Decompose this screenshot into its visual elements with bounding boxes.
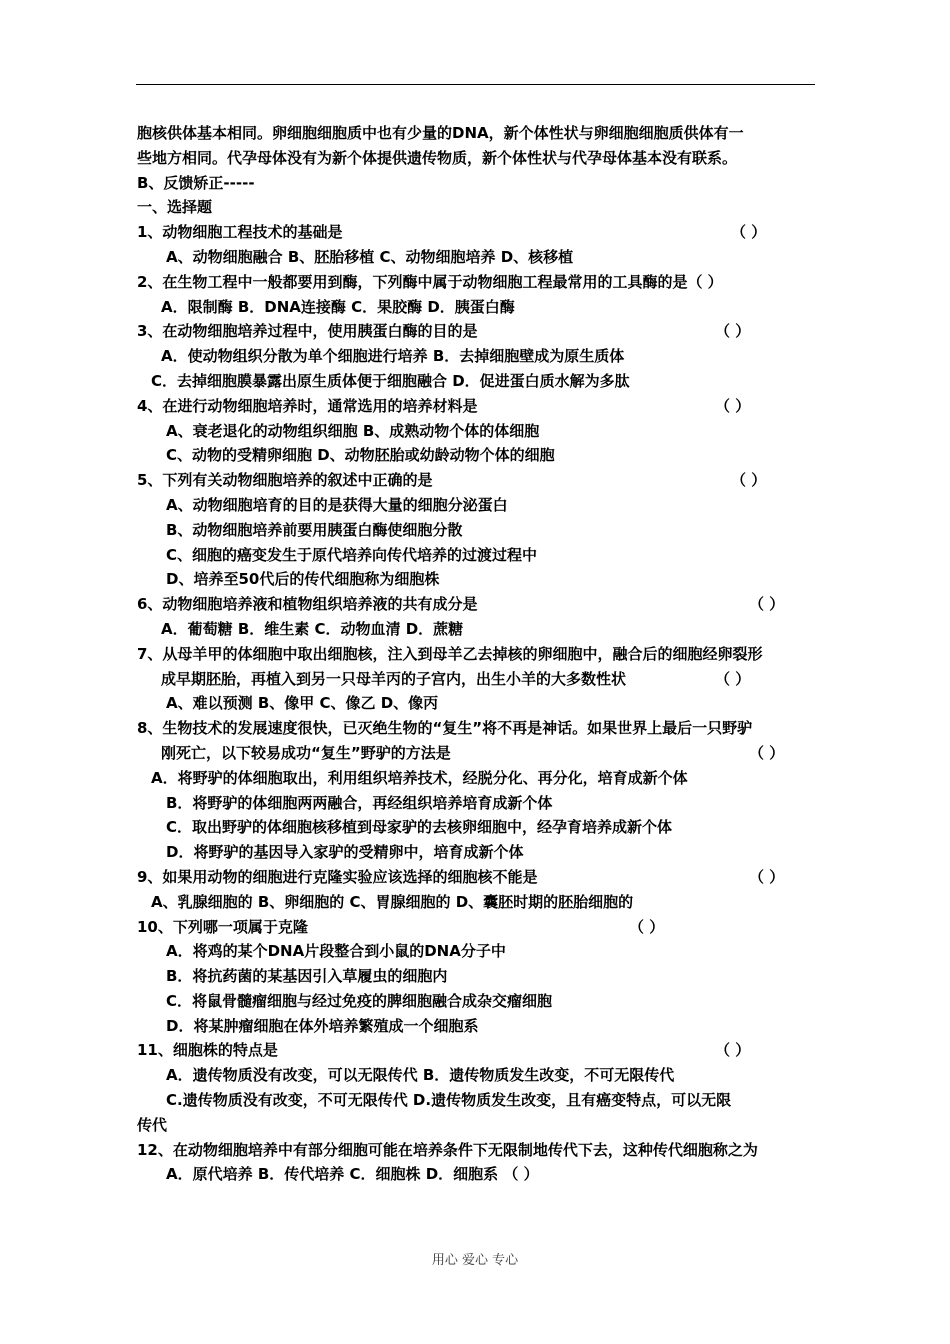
question-12-options <box>137 1162 815 1187</box>
answer-paren: （ ） <box>715 322 751 341</box>
question-1-stem <box>137 220 815 245</box>
option-text: A、难以预测 B、像甲 C、像乙 D、像丙 <box>166 694 439 713</box>
question-text: 7、从母羊甲的体细胞中取出细胞核，注入到母羊乙去掉核的卵细胞中，融合后的细胞经卵裂形 <box>137 644 763 663</box>
answer-paren: （ ） <box>715 669 751 688</box>
question-text: 1、动物细胞工程技术的基础是 <box>137 223 343 242</box>
answer-paren: （ ） <box>749 743 785 762</box>
option-text: D、培养至50代后的传代细胞称为细胞株 <box>166 570 440 589</box>
question-11-options <box>137 1113 815 1138</box>
question-8-options <box>137 766 815 791</box>
question-3-stem <box>137 319 815 344</box>
option-text: C、动物的受精卵细胞 D、动物胚胎或幼龄动物个体的细胞 <box>166 446 555 465</box>
option-text: B．将抗药菌的某基因引入草履虫的细胞内 <box>166 967 448 986</box>
question-text: 8、生物技术的发展速度很快，已灭绝生物的“复生”将不再是神话。如果世界上最后一只野驴 <box>137 719 753 738</box>
question-text: 12、在动物细胞培养中有部分细胞可能在培养条件下无限制地传代下去，这种传代细胞称之为 <box>137 1140 758 1159</box>
question-3-options <box>137 344 815 369</box>
option-text: A．葡萄糖 B．维生素 C．动物血清 D．蔗糖 <box>161 619 464 638</box>
question-text: 成早期胚胎，再植入到另一只母羊丙的子宫内，出生小羊的大多数性状 <box>161 669 627 688</box>
question-5-stem <box>137 468 815 493</box>
question-8-stem <box>137 716 815 741</box>
answer-paren: （ ） <box>731 223 767 242</box>
question-8-options <box>137 815 815 840</box>
question-2-options <box>137 295 815 320</box>
question-12-stem <box>137 1138 815 1163</box>
option-text: A．将鸡的某个DNA片段整合到小鼠的DNA分子中 <box>166 942 506 961</box>
option-text: D．将野驴的基因导入家驴的受精卵中，培育成新个体 <box>166 843 524 862</box>
question-7-stem <box>137 642 815 667</box>
question-10-options <box>137 964 815 989</box>
question-4-stem <box>137 394 815 419</box>
question-text: 6、动物细胞培养液和植物组织培养液的共有成分是 <box>137 595 478 614</box>
option-text: 传代 <box>137 1115 168 1134</box>
header-rule <box>136 84 815 85</box>
document-body <box>137 121 815 1187</box>
question-2-stem <box>137 270 815 295</box>
question-8-options <box>137 791 815 816</box>
question-8-options <box>137 840 815 865</box>
option-text: A．使动物组织分散为单个细胞进行培养 B．去掉细胞壁成为原生质体 <box>161 347 625 366</box>
question-5-options <box>137 493 815 518</box>
option-text: C．去掉细胞膜暴露出原生质体便于细胞融合 D．促进蛋白质水解为多肽 <box>151 371 630 390</box>
question-text: 5、下列有关动物细胞培养的叙述中正确的是 <box>137 471 433 490</box>
question-11-stem <box>137 1038 815 1063</box>
question-text: 刚死亡，以下较易成功“复生”野驴的方法是 <box>161 743 451 762</box>
question-4-options <box>137 443 815 468</box>
answer-paren: （ ） <box>749 867 785 886</box>
answer-paren: （ ） <box>715 1041 751 1060</box>
feedback-heading <box>137 171 815 196</box>
question-10-options <box>137 939 815 964</box>
option-text: B．将野驴的体细胞两两融合，再经组织培养培育成新个体 <box>166 793 553 812</box>
question-4-options <box>137 419 815 444</box>
option-text: A、动物细胞融合 B、胚胎移植 C、动物细胞培养 D、核移植 <box>166 247 574 266</box>
option-text: C、细胞的癌变发生于原代培养向传代培养的过渡过程中 <box>166 545 538 564</box>
option-text: A．限制酶 B．DNA连接酶 C．果胶酶 D．胰蛋白酶 <box>161 297 515 316</box>
question-5-options <box>137 543 815 568</box>
question-11-options <box>137 1088 815 1113</box>
question-5-options <box>137 567 815 592</box>
question-6-stem <box>137 592 815 617</box>
question-9-options <box>137 890 815 915</box>
intro-text: 胞核供体基本相同。卵细胞细胞质中也有少量的DNA，新个体性状与卵细胞细胞质供体有一 <box>137 124 744 142</box>
option-text: A、乳腺细胞的 B、卵细胞的 C、胃腺细胞的 D、囊胚时期的胚胎细胞的 <box>151 892 634 911</box>
question-5-options <box>137 518 815 543</box>
intro-line <box>137 146 815 171</box>
intro-text: 些地方相同。代孕母体没有为新个体提供遗传物质，新个体性状与代孕母体基本没有联系。 <box>137 148 738 167</box>
option-text: A．遗传物质没有改变，可以无限传代 B．遗传物质发生改变，不可无限传代 <box>166 1066 675 1085</box>
question-9-stem <box>137 865 815 890</box>
question-8-stem <box>137 741 815 766</box>
question-10-options <box>137 989 815 1014</box>
section-title: 一、选择题 <box>137 198 213 217</box>
option-text: C.遗传物质没有改变，不可无限传代 D.遗传物质发生改变，且有癌变特点，可以无限 <box>166 1091 732 1110</box>
answer-paren: （ ） <box>731 471 767 490</box>
option-text: C．取出野驴的体细胞核移植到母家驴的去核卵细胞中，经孕育培养成新个体 <box>166 818 673 837</box>
question-11-options <box>137 1063 815 1088</box>
question-10-stem <box>137 915 815 940</box>
question-1-options <box>137 245 815 270</box>
answer-paren: （ ） <box>715 396 751 415</box>
question-7-stem <box>137 667 815 692</box>
option-text: A．将野驴的体细胞取出，利用组织培养技术，经脱分化、再分化，培育成新个体 <box>151 768 688 787</box>
section-heading <box>137 195 815 220</box>
feedback-text: B、反馈矫正----- <box>137 173 255 192</box>
question-3-options <box>137 369 815 394</box>
question-text: 10、下列哪一项属于克隆 <box>137 917 308 936</box>
page-footer: 用心 爱心 专心 <box>431 1253 519 1268</box>
option-text: D．将某肿瘤细胞在体外培养繁殖成一个细胞系 <box>166 1016 479 1035</box>
question-text: 9、如果用动物的细胞进行克隆实验应该选择的细胞核不能是 <box>137 867 538 886</box>
option-text: B、动物细胞培养前要用胰蛋白酶使细胞分散 <box>166 520 463 539</box>
question-text: 4、在进行动物细胞培养时，通常选用的培养材料是 <box>137 396 478 415</box>
option-text: A、衰老退化的动物组织细胞 B、成熟动物个体的体细胞 <box>166 421 540 440</box>
question-10-options <box>137 1014 815 1039</box>
answer-paren: （ ） <box>629 917 665 936</box>
option-text: A．原代培养 B．传代培养 C．细胞株 D．细胞系 （ ） <box>166 1165 539 1184</box>
intro-line <box>137 121 815 146</box>
question-text: 2、在生物工程中一般都要用到酶，下列酶中属于动物细胞工程最常用的工具酶的是（ ） <box>137 272 723 291</box>
option-text: A、动物细胞培育的目的是获得大量的细胞分泌蛋白 <box>166 495 508 514</box>
answer-paren: （ ） <box>749 595 785 614</box>
question-6-options <box>137 617 815 642</box>
option-text: C．将鼠骨髓瘤细胞与经过免疫的脾细胞融合成杂交瘤细胞 <box>166 991 553 1010</box>
question-text: 11、细胞株的特点是 <box>137 1041 278 1060</box>
question-text: 3、在动物细胞培养过程中，使用胰蛋白酶的目的是 <box>137 322 478 341</box>
question-7-options <box>137 691 815 716</box>
